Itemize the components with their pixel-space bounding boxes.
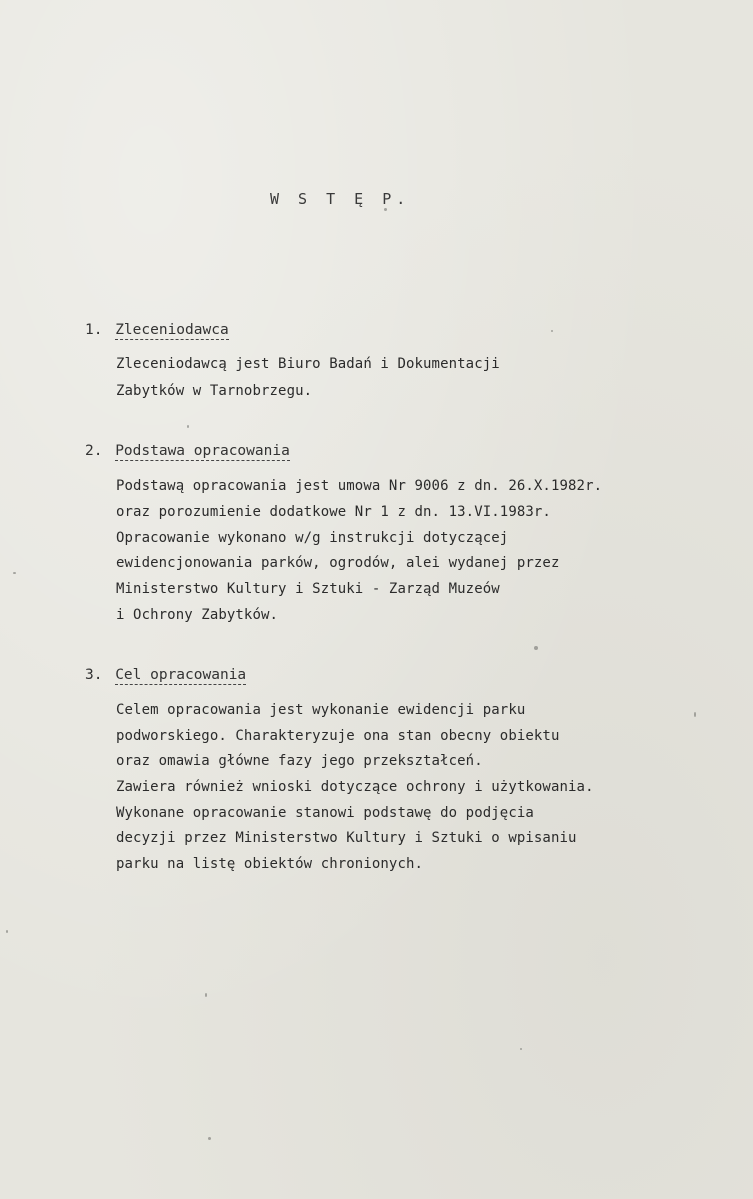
section-line: Opracowanie wykonano w/g instrukcji dotyczącej (116, 530, 509, 546)
section-heading (85, 667, 246, 683)
section-title: Zleceniodawca (115, 322, 229, 338)
section-line: podworskiego. Charakteryzuje ona stan obecny obiektu (116, 728, 560, 744)
paper-speck (208, 1137, 211, 1140)
section-line: ewidencjonowania parków, ogrodów, alei wydanej przez (116, 555, 560, 571)
section-line: oraz porozumienie dodatkowe Nr 1 z dn. 13.VI.1983r. (116, 504, 551, 520)
paper-speck (6, 930, 8, 933)
paper-speck (551, 330, 553, 332)
paper-speck (384, 208, 387, 211)
paper-speck (520, 1048, 522, 1050)
section-heading (85, 322, 229, 338)
section-line: Zabytków w Tarnobrzegu. (116, 383, 313, 399)
section-line: parku na listę obiektów chronionych. (116, 856, 424, 872)
section-line: i Ochrony Zabytków. (116, 607, 279, 623)
section-number: 2. (85, 443, 103, 459)
paper-speck (205, 993, 207, 997)
paper-speck (187, 425, 189, 428)
paper-speck (13, 572, 16, 574)
section-title: Cel opracowania (115, 667, 247, 683)
paper-speck (694, 712, 696, 717)
document-title: W S T Ę P. (270, 190, 411, 208)
section-line: Wykonane opracowanie stanowi podstawę do podjęcia (116, 805, 534, 821)
section-title: Podstawa opracowania (115, 443, 290, 459)
section-line: Zawiera również wnioski dotyczące ochrony i użytkowania. (116, 779, 594, 795)
section-line: Ministerstwo Kultury i Sztuki - Zarząd Muzeów (116, 581, 500, 597)
section-line: Zleceniodawcą jest Biuro Badań i Dokumentacji (116, 356, 500, 372)
section-line: Podstawą opracowania jest umowa Nr 9006 z dn. 26.X.1982r. (116, 478, 603, 494)
section-number: 1. (85, 322, 103, 338)
section-line: oraz omawia główne fazy jego przekształceń. (116, 753, 483, 769)
section-line: Celem opracowania jest wykonanie ewidencji parku (116, 702, 526, 718)
section-number: 3. (85, 667, 103, 683)
paper-speck (534, 646, 538, 650)
section-line: decyzji przez Ministerstwo Kultury i Sztuki o wpisaniu (116, 830, 577, 846)
section-heading (85, 443, 290, 459)
